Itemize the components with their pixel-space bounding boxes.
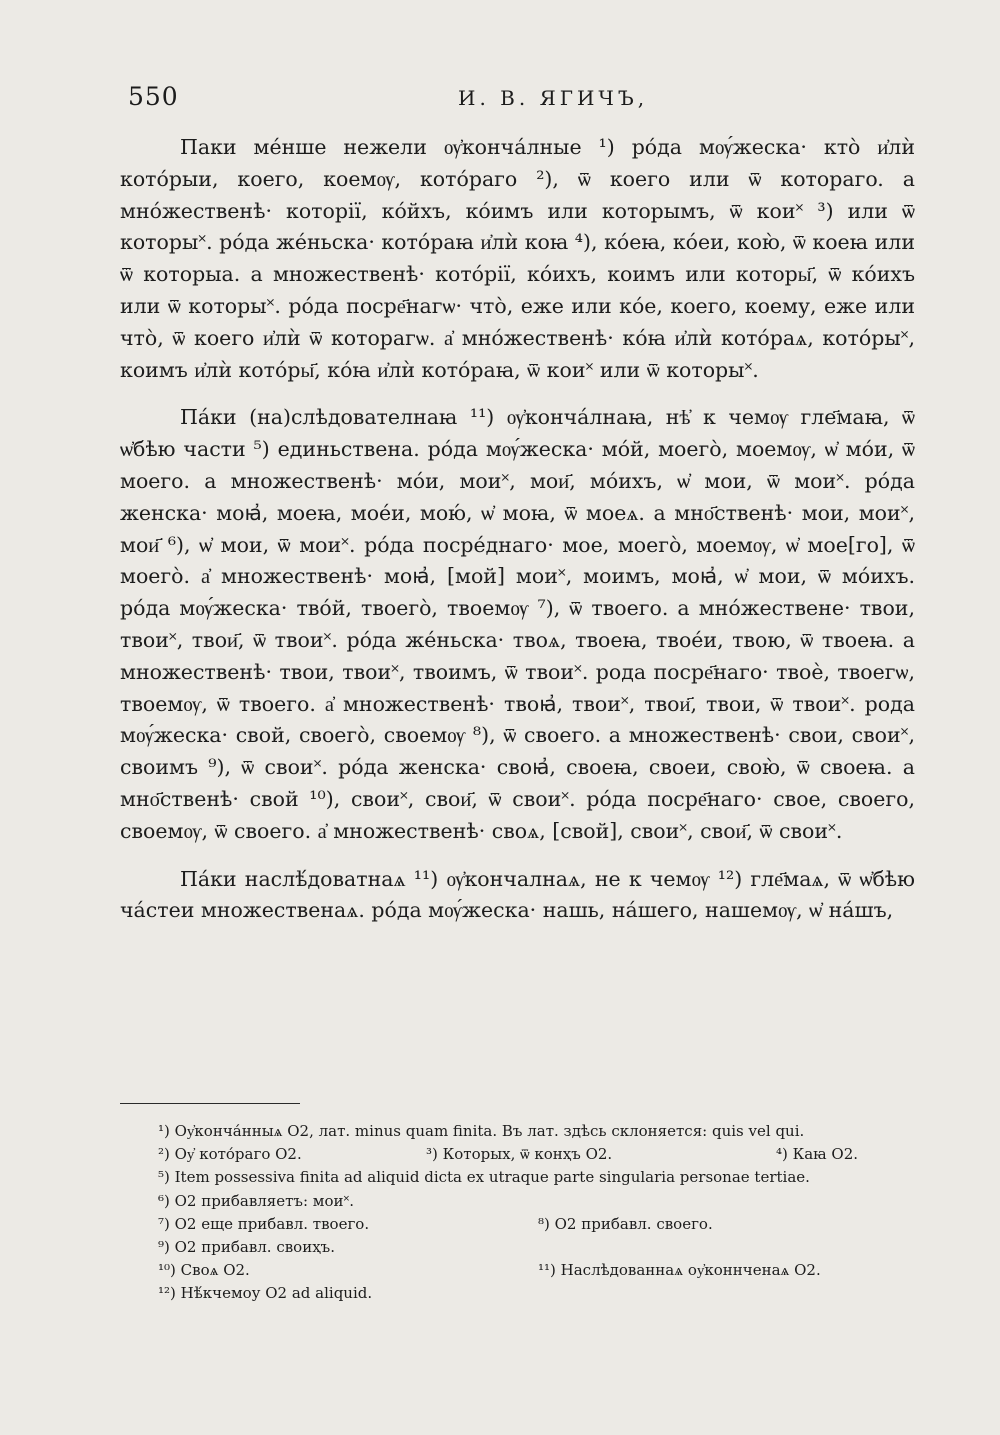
running-head bbox=[128, 82, 910, 118]
paragraph-1: Паки ме́нше нежели ѹ҆конча́лные ¹) ро́да мѹ́жеска· кто̀ и҆лѝ кото́рыи, коего, коемѹ, кото́рагo ²), ѿ коего или ѿ которагo. а мно́жественѣ· которiї, ко́йхъ, ко́имъ или которымъ, ѿ кои˟ ³) или ѿ которы˟. ро́да же́ньска· кото́раꙗ и҆лѝ коꙗ ⁴), ко́еꙗ, ко́еи, кою̀, ѿ коеꙗ или ѿ которыа. а множественѣ· кото́рiї, ко́ихъ, коимъ или которы҃, ѿ ко́ихъ или ѿ которы˟. ро́да посре҃нагѡ· что̀, еже или ко́е, коего, коему, еже или что̀, ѿ коего и҆лѝ ѿ которагѡ. а҆ мно́жественѣ· ко́ꙗ и҆лѝ кото́раѧ, кото́ры˟, коимъ и҆лѝ кото́ры҃, ко́ꙗ и҆лѝ кото́раꙗ, ѿ кои˟ или ѿ которы˟. bbox=[120, 135, 915, 382]
footnote-8: ⁸) O2 прибавл. своего. bbox=[538, 1214, 713, 1233]
footnote-7: ⁷) O2 еще прибавл. твоего. bbox=[158, 1214, 370, 1233]
footnote-row bbox=[158, 1213, 918, 1236]
footnotes bbox=[158, 1120, 918, 1306]
footnote-row bbox=[158, 1143, 918, 1166]
paragraph-2: Па́ки (на)слѣдователнаꙗ ¹¹) ѹ҆конча́лнаꙗ, нѣ҆ к чемѹ глe҃маꙗ, ѿ ѡ҆бѣю части ⁵) единьствена. ро́да мѹ́жеска· мо́й, моего̀, моемѹ, ѡ҆ мо́и, ѿ моего. а множественѣ· мо́и, мои˟, мои҃, мо́ихъ, ѡ҆ мои, ѿ мои˟. ро́да женска· моꙗ҆, моеꙗ, мое́и, мою́, ѡ҆ моꙗ, ѿ моеѧ. а мно҃ственѣ· мои, мои˟, мои҃ ⁶), ѡ҆ мои, ѿ мои˟. ро́да посре́днагo· мое, моего̀, моемѹ, ѡ҆ мое[го], ѿ моего̀. а҆ множественѣ· моꙗ҆, [мой] мои˟, моимъ, моꙗ҆, ѡ҆ мои, ѿ мо́ихъ. ро́да мѹ́жеска· тво́й, твоего̀, твоемѹ ⁷), ѿ твоего. а мно́жественe· твои, твои˟, твои҃, ѿ твои˟. ро́да же́ньска· твоѧ, твоеꙗ, твое́и, твою, ѿ твоеꙗ. а множественѣ· твои, твои˟, твоимъ, ѿ твои˟. рода посре҃нагo· твоѐ, твоегѡ, твоемѹ, ѿ твоего. а҆ множественѣ· твоꙗ҆, твои˟, твои҃, твои, ѿ твои˟. рода мѹ́жеска· свой, своего̀, своемѹ ⁸), ѿ своего. а множественѣ· свои, свои˟, своимъ ⁹), ѿ свои˟. ро́да женска· своꙗ҆, своеꙗ, своеи, свою̀, ѿ своеꙗ. а мно҃ственѣ· свой ¹⁰), свои˟, свои҃, ѿ свои˟. ро́да посре҃нагo· свое, своего, своемѹ, ѿ своего. а҆ множественѣ· своѧ, [свой], свои˟, свои҃, ѿ свои˟. bbox=[120, 405, 915, 843]
footnote-row bbox=[158, 1236, 918, 1259]
running-title: И. В. ЯГИЧЪ, bbox=[458, 86, 649, 110]
paragraph-3: Па́ки наслѣ́доватнаѧ ¹¹) ѹ҆кончалнаѧ, не к чемѹ ¹²) гле҃маѧ, ѿ ѡ҆бѣю ча́стеи множественаѧ. ро́да мѹ́жеска· нашь, на́шего, нашемѹ, ѡ҆ на́шъ, bbox=[120, 866, 915, 923]
footnote-11: ¹¹) Наслѣдованнаѧ оу҆коннченаѧ O2. bbox=[538, 1261, 821, 1280]
footnote-row bbox=[158, 1190, 918, 1213]
footnote-3: ³) Которых, ѿ конҳъ O2. bbox=[426, 1145, 613, 1164]
footnote-4: ⁴) Каꙗ O2. bbox=[776, 1145, 859, 1164]
page-number: 550 bbox=[128, 82, 179, 111]
footnote-5: ⁵) Item possessiva finita ad aliquid dicta ex utraque parte singularia personae tertiae. bbox=[158, 1168, 810, 1187]
footnote-9: ⁹) O2 прибавл. своиҳъ. bbox=[158, 1238, 335, 1257]
footnote-row bbox=[158, 1282, 918, 1305]
footnote-row bbox=[158, 1120, 918, 1143]
footnote-separator bbox=[120, 1103, 300, 1104]
body-text bbox=[120, 132, 915, 943]
footnote-1: ¹) Оу҆конча́нныѧ O2, лат. minus quam finita. Въ лат. здѣсь склоняется: quis vel qui. bbox=[158, 1122, 805, 1140]
footnote-10: ¹⁰) Своѧ O2. bbox=[158, 1261, 250, 1280]
footnote-6: ⁶) O2 прибавляетъ: мои˟. bbox=[158, 1191, 354, 1210]
footnote-12: ¹²) Нѣ́кчемоу O2 ad aliquid. bbox=[158, 1284, 373, 1303]
footnote-row bbox=[158, 1259, 918, 1282]
footnote-row bbox=[158, 1166, 918, 1189]
footnote-2: ²) Оу҆ кото́рагo O2. bbox=[158, 1145, 302, 1164]
